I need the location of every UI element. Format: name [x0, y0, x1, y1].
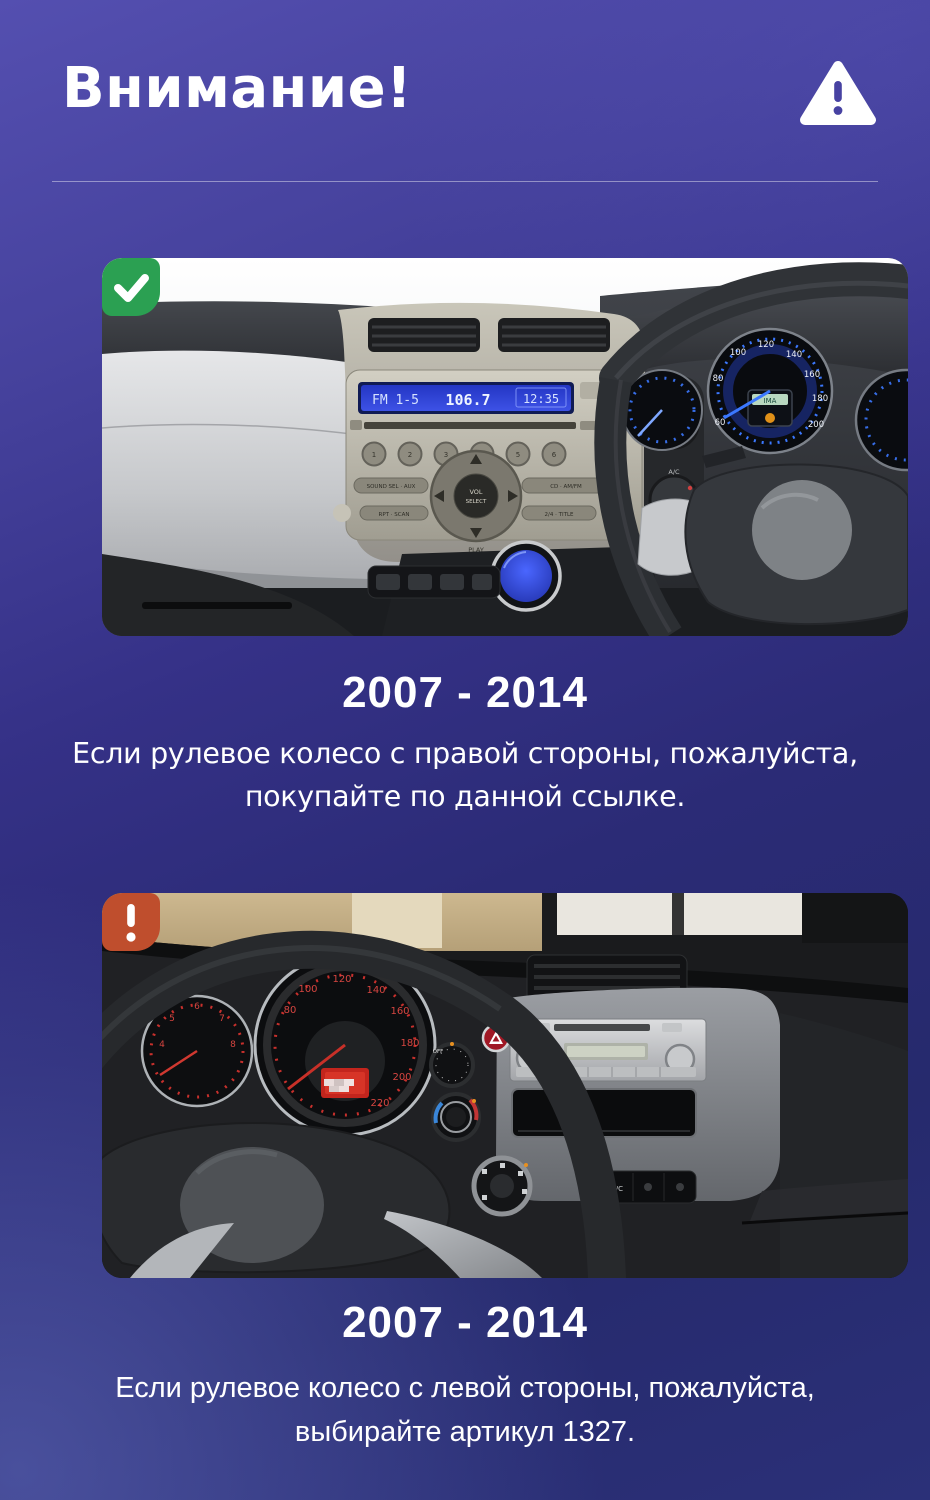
caption-lhd: [0, 1366, 930, 1454]
svg-text:VOL: VOL: [469, 488, 483, 496]
caption-lhd-line1: Если рулевое колесо с левой стороны, пожалуйста,: [115, 1372, 815, 1404]
svg-text:160: 160: [803, 370, 821, 380]
speedometer: [708, 329, 832, 453]
photo-card-lhd: [102, 893, 908, 1278]
years-label-rhd: 2007 - 2014: [342, 668, 588, 717]
svg-text:2/4 · TITLE: 2/4 · TITLE: [544, 512, 574, 518]
lhd-dashboard-photo: [102, 893, 908, 1278]
exclamation-icon: [102, 893, 160, 951]
caption-lhd-line2: выбирайте артикул 1327.: [294, 1416, 636, 1448]
radio-freq-text: 106.7: [445, 391, 491, 409]
caption-rhd: [0, 732, 930, 818]
svg-text:SELECT: SELECT: [465, 499, 487, 505]
switch-row: [368, 566, 500, 598]
svg-text:200: 200: [807, 420, 825, 430]
svg-text:IMA: IMA: [763, 397, 777, 405]
svg-text:100: 100: [729, 348, 747, 358]
mode-dial: [474, 1158, 530, 1214]
blue-climate-ring: [492, 542, 560, 610]
svg-text:3: 3: [443, 451, 449, 459]
din-pocket: [512, 1089, 696, 1137]
exclamation-badge: [102, 893, 160, 951]
svg-text:6: 6: [551, 451, 557, 459]
svg-text:2: 2: [407, 451, 413, 459]
svg-text:180: 180: [400, 1038, 420, 1049]
svg-text:120: 120: [757, 340, 775, 350]
radio-band-text: FM 1-5: [372, 393, 419, 408]
svg-text:100: 100: [298, 984, 318, 995]
svg-text:5: 5: [169, 1014, 175, 1024]
glovebox-slot: [142, 602, 292, 609]
svg-text:80: 80: [712, 374, 724, 384]
svg-text:220: 220: [370, 1098, 390, 1109]
caption-rhd-line1: Если рулевое колесо с правой стороны, пожалуйста,: [72, 737, 858, 770]
svg-text:PLAY: PLAY: [468, 546, 484, 554]
cd-slot: [364, 422, 576, 429]
ac-knob-label: A/C: [668, 468, 680, 476]
svg-text:200: 200: [392, 1072, 412, 1083]
svg-text:RPT · SCAN: RPT · SCAN: [378, 512, 410, 518]
check-badge: [102, 258, 160, 316]
ac-button-label: A/C: [610, 1185, 624, 1193]
svg-text:7: 7: [219, 1014, 225, 1024]
svg-text:CD · AM/FM: CD · AM/FM: [550, 484, 582, 490]
svg-text:180: 180: [811, 394, 829, 404]
svg-text:5: 5: [515, 451, 521, 459]
warning-triangle-icon: [799, 60, 877, 126]
years-label-lhd: 2007 - 2014: [342, 1298, 588, 1347]
svg-text:1: 1: [371, 451, 377, 459]
svg-text:140: 140: [785, 350, 803, 360]
svg-text:4: 4: [159, 1040, 165, 1050]
caption-rhd-line2: покупайте по данной ссылке.: [244, 780, 686, 813]
svg-text:80: 80: [283, 1005, 297, 1016]
rhd-dashboard-photo: [102, 258, 908, 636]
svg-text:8: 8: [230, 1040, 236, 1050]
check-icon: [102, 258, 160, 316]
cd-slot-lhd: [554, 1024, 650, 1031]
photo-card-rhd: [102, 258, 908, 636]
temp-knob: [433, 1094, 479, 1140]
svg-text:6: 6: [194, 1002, 200, 1012]
page-title: Внимание!: [62, 56, 413, 121]
fan-off-label: OFF: [432, 1049, 444, 1055]
svg-text:60: 60: [714, 418, 726, 428]
svg-text:160: 160: [390, 1006, 410, 1017]
svg-text:120: 120: [332, 974, 352, 985]
svg-text:140: 140: [366, 985, 386, 996]
svg-text:SOUND SEL · AUX: SOUND SEL · AUX: [366, 484, 416, 490]
divider: [52, 181, 878, 182]
radio-time-text: 12:35: [522, 392, 560, 406]
